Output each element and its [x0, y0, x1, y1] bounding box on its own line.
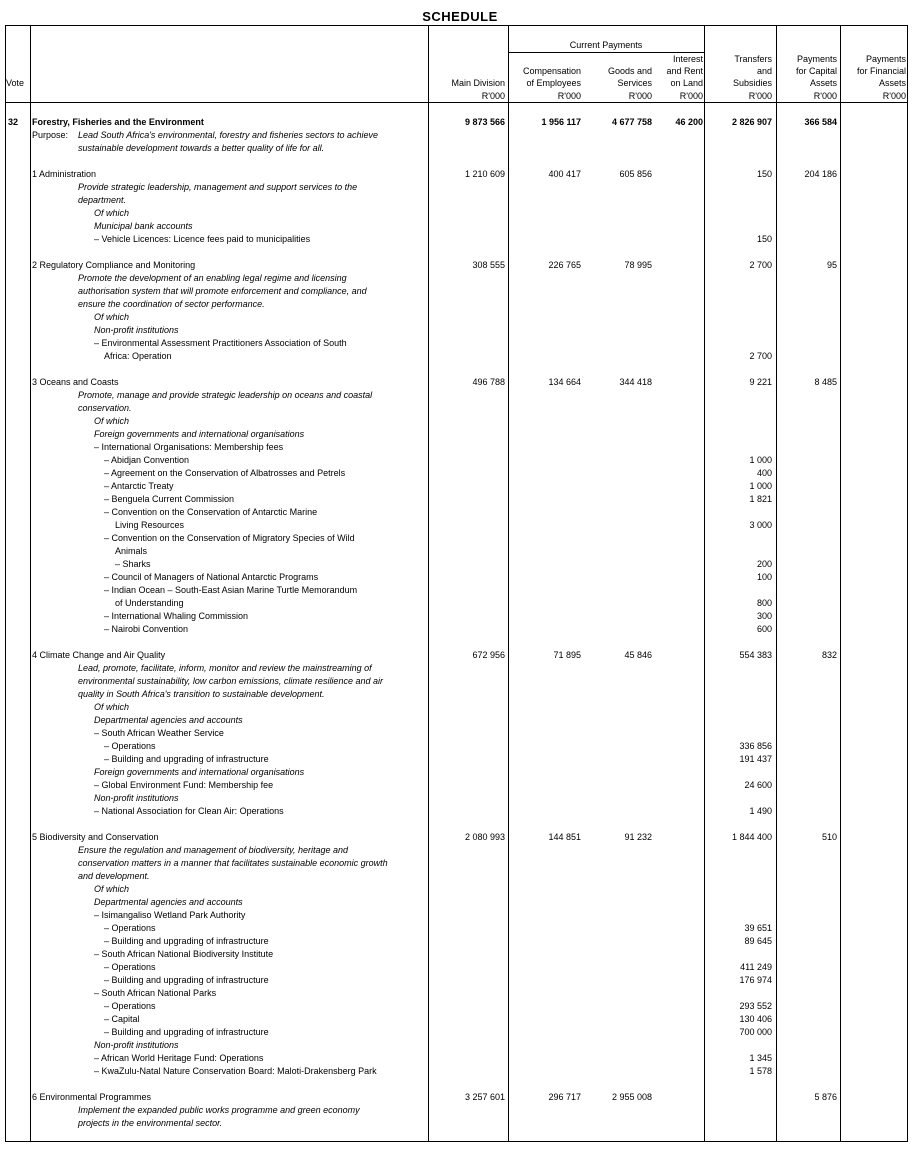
- table-row: [0, 675, 920, 688]
- amount-cell: 1 844 400: [731, 832, 772, 842]
- table-row: [0, 662, 920, 675]
- row-description: – Isimangaliso Wetland Park Authority: [94, 910, 246, 920]
- table-row: [0, 935, 920, 948]
- amount-cell: 9 873 566: [464, 117, 505, 127]
- row-description: – Building and upgrading of infrastructure: [104, 975, 269, 985]
- row-description: – KwaZulu-Natal Nature Conservation Board: Maloti-Drakensberg Park: [94, 1066, 377, 1076]
- row-description: – Capital: [104, 1014, 140, 1024]
- amount-cell: 510: [821, 832, 837, 842]
- amount-cell: 1 345: [749, 1053, 772, 1063]
- amount-cell: 226 765: [548, 260, 581, 270]
- column-header-label: for Capital: [795, 66, 837, 76]
- row-description: – Vehicle Licences: Licence fees paid to municipalities: [94, 234, 311, 244]
- table-row: [0, 753, 920, 766]
- amount-cell: 3 000: [749, 520, 772, 530]
- row-description: – Convention on the Conservation of Migratory Species of Wild: [104, 533, 355, 543]
- amount-cell: 176 974: [739, 975, 772, 985]
- column-header-label: Assets: [809, 78, 837, 88]
- amount-cell: 150: [756, 234, 772, 244]
- table-row: [0, 428, 920, 441]
- table-row: [0, 948, 920, 961]
- table-row: [0, 168, 920, 181]
- row-description: – Global Environment Fund: Membership fee: [94, 780, 274, 790]
- amount-cell: 9 221: [749, 377, 772, 387]
- amount-cell: 191 437: [739, 754, 772, 764]
- table-row: [0, 350, 920, 363]
- amount-cell: 1 956 117: [541, 117, 581, 127]
- amount-cell: 71 895: [553, 650, 581, 660]
- amount-cell: 300: [756, 611, 772, 621]
- row-description: quality in South Africa's transition to sustainable development.: [78, 689, 325, 699]
- column-header-label: Goods and: [607, 66, 652, 76]
- table-row: [0, 779, 920, 792]
- unit-label: R'000: [813, 91, 837, 101]
- table-row: [0, 181, 920, 194]
- row-description: Animals: [115, 546, 148, 556]
- row-description: Purpose:: [32, 130, 69, 140]
- column-header-label: for Financial: [856, 66, 906, 76]
- row-description: conservation matters in a manner that facilitates sustainable economic growth: [78, 858, 388, 868]
- column-header-label: Transfers: [734, 54, 772, 64]
- row-description: – South African National Biodiversity Institute: [94, 949, 274, 959]
- table-row: [0, 974, 920, 987]
- amount-cell: 78 995: [624, 260, 652, 270]
- row-description: – Indian Ocean – South-East Asian Marine Turtle Memorandum: [104, 585, 358, 595]
- unit-label: R'000: [628, 91, 652, 101]
- row-description: – Operations: [104, 741, 156, 751]
- row-description: 1 Administration: [32, 169, 97, 179]
- amount-cell: 130 406: [739, 1014, 772, 1024]
- table-row: [0, 740, 920, 753]
- row-description: Non-profit institutions: [94, 325, 179, 335]
- row-description: Promote the development of an enabling legal regime and licensing: [78, 273, 347, 283]
- amount-cell: 5 876: [814, 1092, 837, 1102]
- row-description: Municipal bank accounts: [94, 221, 193, 231]
- row-description: 4 Climate Change and Air Quality: [32, 650, 166, 660]
- table-row: [0, 831, 920, 844]
- row-description: – International Whaling Commission: [104, 611, 249, 621]
- amount-cell: 411 249: [740, 962, 772, 972]
- row-description: – Building and upgrading of infrastructure: [104, 1027, 269, 1037]
- table-row: [0, 623, 920, 636]
- header-bottom-rule: [5, 102, 908, 103]
- amount-cell: 3 257 601: [464, 1092, 505, 1102]
- row-description: – South African Weather Service: [94, 728, 224, 738]
- row-description: Of which: [94, 702, 130, 712]
- row-description: Of which: [94, 208, 130, 218]
- table-row: [0, 1117, 920, 1130]
- table-row: [0, 220, 920, 233]
- table-row: [0, 285, 920, 298]
- amount-cell: 2 826 907: [731, 117, 772, 127]
- amount-cell: 366 584: [804, 117, 837, 127]
- vote-number: 32: [8, 117, 19, 127]
- row-description: – Convention on the Conservation of Antarctic Marine: [104, 507, 318, 517]
- table-row: [0, 558, 920, 571]
- row-description: – Antarctic Treaty: [104, 481, 174, 491]
- row-description: – Environmental Assessment Practitioners Association of South: [94, 338, 347, 348]
- amount-cell: 1 000: [749, 481, 772, 491]
- amount-cell: 800: [756, 598, 772, 608]
- table-row: [0, 1039, 920, 1052]
- table-row: [0, 688, 920, 701]
- table-row: [0, 415, 920, 428]
- row-description: – Sharks: [115, 559, 151, 569]
- column-header-label: Payments: [865, 54, 906, 64]
- table-row: [0, 259, 920, 272]
- table-row: [0, 727, 920, 740]
- table-row: [0, 1065, 920, 1078]
- column-header-label: Compensation: [522, 66, 581, 76]
- table-row: [0, 987, 920, 1000]
- amount-cell: 4 677 758: [611, 117, 652, 127]
- table-row: [0, 1052, 920, 1065]
- table-row: [0, 1104, 920, 1117]
- row-description: 5 Biodiversity and Conservation: [32, 832, 159, 842]
- table-row: [0, 584, 920, 597]
- row-description: 2 Regulatory Compliance and Monitoring: [32, 260, 196, 270]
- table-row: [0, 441, 920, 454]
- amount-cell: 554 383: [739, 650, 772, 660]
- amount-cell: 150: [756, 169, 772, 179]
- schedule-title: SCHEDULE: [422, 9, 498, 24]
- table-row: [0, 545, 920, 558]
- table-row: [0, 909, 920, 922]
- row-description: Foreign governments and international organisations: [94, 429, 305, 439]
- row-description: – South African National Parks: [94, 988, 217, 998]
- table-row: [0, 142, 920, 155]
- row-description: Lead, promote, facilitate, inform, monitor and review the mainstreaming of: [78, 663, 372, 673]
- row-description: – Building and upgrading of infrastructure: [104, 754, 269, 764]
- row-description: Of which: [94, 416, 130, 426]
- table-row: [0, 844, 920, 857]
- row-description: – Operations: [104, 962, 156, 972]
- table-row: [0, 961, 920, 974]
- amount-cell: 45 846: [624, 650, 652, 660]
- row-description: Departmental agencies and accounts: [94, 897, 243, 907]
- row-description: and development.: [78, 871, 150, 881]
- table-row: [0, 805, 920, 818]
- row-description: Provide strategic leadership, management and support services to the: [78, 182, 358, 192]
- amount-cell: 1 000: [749, 455, 772, 465]
- row-description: Forestry, Fisheries and the Environment: [32, 117, 204, 127]
- table-row: [0, 493, 920, 506]
- amount-cell: 200: [756, 559, 772, 569]
- table-row: [0, 571, 920, 584]
- amount-cell: 1 821: [749, 494, 772, 504]
- table-row: [0, 883, 920, 896]
- row-description: authorisation system that will promote enforcement and compliance, and: [78, 286, 367, 296]
- column-header-label: Payments: [796, 54, 837, 64]
- row-description: Living Resources: [115, 520, 185, 530]
- table-row: [0, 207, 920, 220]
- table-row: [0, 233, 920, 246]
- row-description: – Benguela Current Commission: [104, 494, 235, 504]
- column-header-label: Interest: [672, 54, 703, 64]
- amount-cell: 46 200: [675, 117, 703, 127]
- current-payments-header: Current Payments: [569, 40, 643, 50]
- amount-cell: 144 851: [548, 832, 581, 842]
- row-description: department.: [78, 195, 127, 205]
- amount-cell: 700 000: [739, 1027, 772, 1037]
- table-row: [0, 272, 920, 285]
- unit-label: R'000: [748, 91, 772, 101]
- amount-cell: 2 080 993: [464, 832, 505, 842]
- row-description: sustainable development towards a better quality of life for all.: [78, 143, 325, 153]
- row-description: environmental sustainability, low carbon emissions, climate resilience and air: [78, 676, 383, 686]
- amount-cell: 2 955 008: [611, 1092, 652, 1102]
- row-description: – International Organisations: Membership fees: [94, 442, 284, 452]
- row-description: Foreign governments and international organisations: [94, 767, 305, 777]
- table-row: [0, 1000, 920, 1013]
- table-row: [0, 506, 920, 519]
- amount-cell: 296 717: [548, 1092, 581, 1102]
- row-description: Promote, manage and provide strategic leadership on oceans and coastal: [78, 390, 373, 400]
- table-row: [0, 298, 920, 311]
- row-description: – Agreement on the Conservation of Albatrosses and Petrels: [104, 468, 346, 478]
- unit-label: R'000: [481, 91, 505, 101]
- table-row: [0, 311, 920, 324]
- amount-cell: 293 552: [739, 1001, 772, 1011]
- amount-cell: 39 651: [744, 923, 772, 933]
- amount-cell: 1 578: [749, 1066, 772, 1076]
- table-row: [0, 922, 920, 935]
- row-description: – Operations: [104, 1001, 156, 1011]
- row-description: projects in the environmental sector.: [78, 1118, 223, 1128]
- table-row: [0, 532, 920, 545]
- row-description: Africa: Operation: [104, 351, 172, 361]
- table-row: [0, 1013, 920, 1026]
- row-description: – Nairobi Convention: [104, 624, 189, 634]
- amount-cell: 336 856: [739, 741, 772, 751]
- row-description: Non-profit institutions: [94, 1040, 179, 1050]
- table-row: [0, 337, 920, 350]
- amount-cell: 2 700: [749, 260, 772, 270]
- table-row: [0, 610, 920, 623]
- table-row: [0, 649, 920, 662]
- column-header-label: Subsidies: [732, 78, 772, 88]
- amount-cell: 605 856: [619, 169, 652, 179]
- table-row: [0, 597, 920, 610]
- amount-cell: 308 555: [472, 260, 505, 270]
- table-row: [0, 701, 920, 714]
- amount-cell: 204 186: [804, 169, 837, 179]
- amount-cell: 672 956: [472, 650, 505, 660]
- amount-cell: 95: [826, 260, 837, 270]
- column-header-label: and Rent: [666, 66, 703, 76]
- amount-cell: 2 700: [749, 351, 772, 361]
- row-description: – Operations: [104, 923, 156, 933]
- row-description: ensure the coordination of sector performance.: [78, 299, 265, 309]
- row-description: – Building and upgrading of infrastructure: [104, 936, 269, 946]
- table-row: [0, 857, 920, 870]
- table-row: [0, 1026, 920, 1039]
- table-row: [0, 480, 920, 493]
- row-description: 3 Oceans and Coasts: [32, 377, 119, 387]
- table-row: [0, 714, 920, 727]
- row-description: of Understanding: [115, 598, 184, 608]
- table-row: [0, 870, 920, 883]
- table-row: [0, 324, 920, 337]
- row-description: 6 Environmental Programmes: [32, 1092, 152, 1102]
- row-description: Implement the expanded public works programme and green economy: [78, 1105, 360, 1115]
- amount-cell: 100: [756, 572, 772, 582]
- amount-cell: 91 232: [624, 832, 652, 842]
- column-header-label: Services: [617, 78, 652, 88]
- amount-cell: 1 490: [749, 806, 772, 816]
- table-row: [0, 454, 920, 467]
- amount-cell: 8 485: [814, 377, 837, 387]
- table-row: [0, 129, 920, 142]
- table-row: [0, 896, 920, 909]
- column-header-label: of Employees: [526, 78, 581, 88]
- table-row: [0, 1091, 920, 1104]
- table-row: [0, 792, 920, 805]
- row-description: – Abidjan Convention: [104, 455, 190, 465]
- column-header-label: and: [756, 66, 772, 76]
- table-row: [0, 376, 920, 389]
- vote-column-header: Vote: [6, 78, 25, 88]
- unit-label: R'000: [882, 91, 906, 101]
- table-row: [0, 519, 920, 532]
- column-header-label: Main Division: [451, 78, 505, 88]
- amount-cell: 400: [756, 468, 772, 478]
- row-description: – National Association for Clean Air: Operations: [94, 806, 284, 816]
- row-description: Of which: [94, 884, 130, 894]
- unit-label: R'000: [557, 91, 581, 101]
- table-row: [0, 402, 920, 415]
- amount-cell: 400 417: [548, 169, 581, 179]
- row-description: Non-profit institutions: [94, 793, 179, 803]
- amount-cell: 496 788: [472, 377, 505, 387]
- table-row: [0, 467, 920, 480]
- row-description: Ensure the regulation and management of biodiversity, heritage and: [78, 845, 349, 855]
- row-description: Lead South Africa's environmental, forestry and fisheries sectors to achieve: [78, 130, 379, 140]
- column-header-label: Assets: [878, 78, 906, 88]
- row-description: conservation.: [78, 403, 132, 413]
- amount-cell: 600: [756, 624, 772, 634]
- table-row: [0, 116, 920, 129]
- amount-cell: 134 664: [548, 377, 581, 387]
- table-row: [0, 389, 920, 402]
- row-description: – African World Heritage Fund: Operations: [94, 1053, 264, 1063]
- table-row: [0, 194, 920, 207]
- amount-cell: 24 600: [744, 780, 772, 790]
- unit-label: R'000: [679, 91, 703, 101]
- row-description: Of which: [94, 312, 130, 322]
- amount-cell: 1 210 609: [464, 169, 505, 179]
- column-header-label: on Land: [670, 78, 703, 88]
- amount-cell: 344 418: [619, 377, 652, 387]
- row-description: – Council of Managers of National Antarctic Programs: [104, 572, 319, 582]
- amount-cell: 832: [821, 650, 837, 660]
- amount-cell: 89 645: [744, 936, 772, 946]
- table-row: [0, 766, 920, 779]
- row-description: Departmental agencies and accounts: [94, 715, 243, 725]
